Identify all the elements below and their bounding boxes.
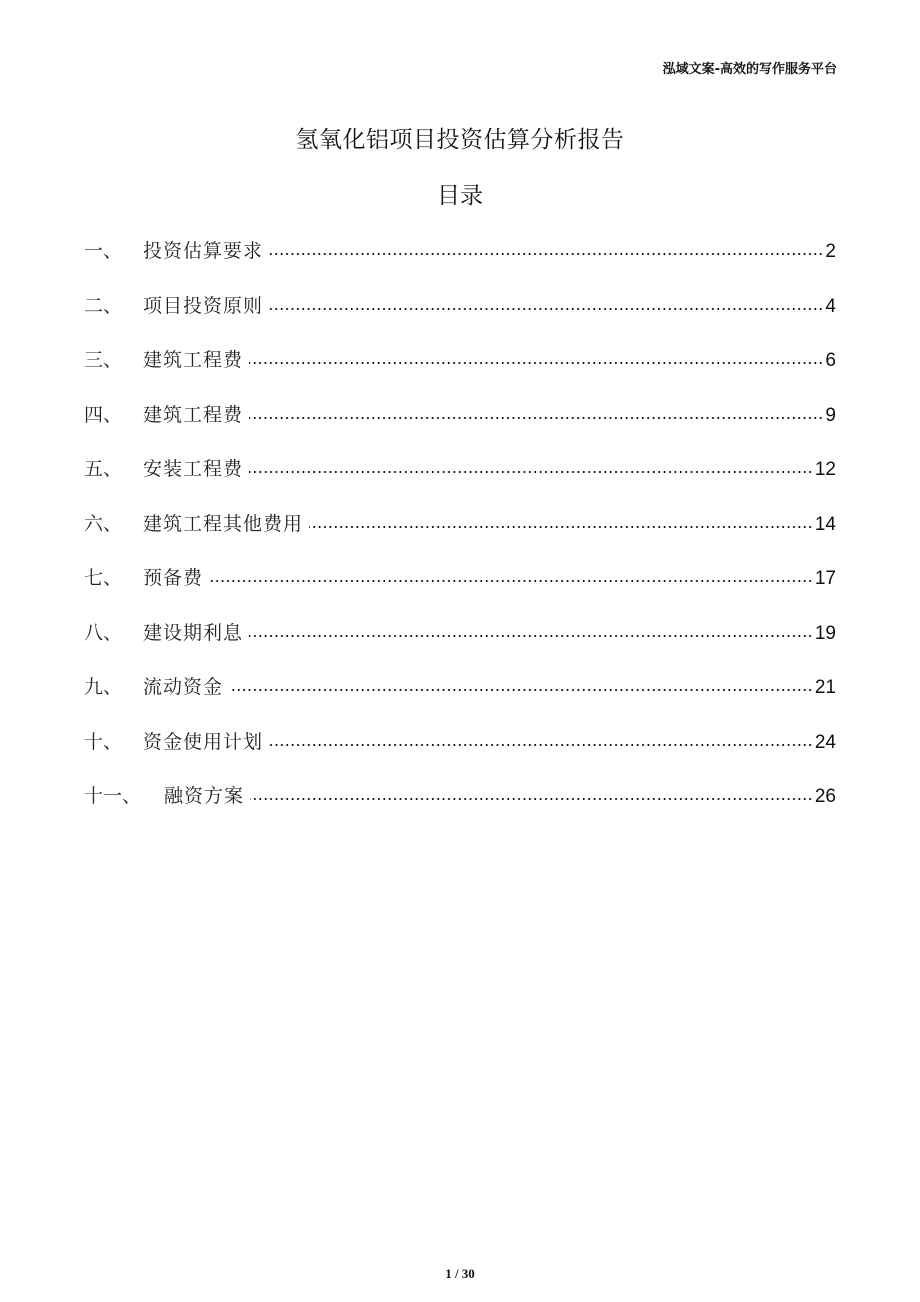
- page-header: 泓域文案-高效的写作服务平台: [662, 62, 837, 77]
- toc-leader-dots: [269, 744, 813, 746]
- toc-leader-dots: [269, 253, 823, 255]
- toc-leader-dots: [269, 308, 823, 310]
- toc-entry-label: 投资估算要求: [143, 240, 264, 262]
- toc-entry[interactable]: [84, 509, 836, 564]
- toc-entry-label: 项目投资原则: [143, 294, 264, 317]
- toc-leader-dots: [249, 362, 823, 364]
- toc-entry-page: 9: [825, 404, 836, 426]
- toc-entry-label: 融资方案: [164, 785, 245, 807]
- toc-entry-label: 安装工程费: [143, 458, 244, 480]
- toc-entry-page: 6: [825, 350, 836, 371]
- toc-entry-number: 十、: [84, 730, 123, 753]
- toc-entry-number: 八、: [84, 621, 123, 644]
- toc-leader-dots: [229, 689, 813, 691]
- toc-entry-number: 六、: [84, 512, 123, 535]
- toc-entry-number: 七、: [84, 567, 123, 589]
- toc-entry-number: 二、: [84, 294, 123, 317]
- toc-entry-page: 26: [814, 786, 836, 807]
- toc-entry[interactable]: [84, 727, 836, 782]
- table-of-contents: [84, 236, 836, 836]
- toc-entry-label: 建筑工程费: [143, 403, 244, 426]
- toc-entry-page: 2: [825, 241, 836, 262]
- toc-entry-label: 资金使用计划: [143, 730, 264, 753]
- toc-entry-page: 24: [814, 731, 836, 753]
- toc-entry[interactable]: [84, 672, 836, 727]
- toc-entry-page: 14: [814, 513, 836, 535]
- toc-entry[interactable]: [84, 345, 836, 400]
- toc-heading: 目录: [437, 183, 483, 209]
- toc-entry-label: 流动资金: [143, 676, 224, 698]
- toc-entry-page: 21: [814, 677, 836, 698]
- toc-leader-dots: [250, 798, 813, 800]
- toc-entry-number: 十一、: [84, 785, 142, 807]
- toc-entry[interactable]: [84, 400, 836, 455]
- toc-entry[interactable]: [84, 454, 836, 509]
- toc-leader-dots: [309, 526, 813, 528]
- toc-entry-label: 建筑工程其他费用: [143, 512, 304, 535]
- toc-entry-number: 一、: [84, 240, 123, 262]
- toc-entry[interactable]: [84, 236, 836, 291]
- toc-entry-page: 19: [814, 622, 836, 644]
- toc-entry[interactable]: [84, 563, 836, 618]
- toc-entry-number: 九、: [84, 676, 123, 698]
- toc-entry-label: 建筑工程费: [143, 349, 244, 371]
- toc-leader-dots: [249, 635, 813, 637]
- page-number-footer: 1 / 30: [445, 1266, 475, 1281]
- toc-leader-dots: [249, 471, 813, 473]
- toc-entry[interactable]: [84, 781, 836, 836]
- toc-entry-number: 四、: [84, 403, 123, 426]
- toc-leader-dots: [249, 417, 823, 419]
- document-title: 氢氧化铝项目投资估算分析报告: [295, 127, 625, 153]
- toc-leader-dots: [209, 580, 813, 582]
- toc-entry-page: 17: [814, 568, 836, 589]
- toc-entry-label: 建设期利息: [143, 621, 244, 644]
- toc-entry-page: 12: [814, 459, 836, 480]
- toc-entry[interactable]: [84, 291, 836, 346]
- toc-entry-number: 五、: [84, 458, 123, 480]
- toc-entry[interactable]: [84, 618, 836, 673]
- toc-entry-label: 预备费: [143, 567, 204, 589]
- toc-entry-page: 4: [825, 295, 836, 317]
- toc-entry-number: 三、: [84, 349, 123, 371]
